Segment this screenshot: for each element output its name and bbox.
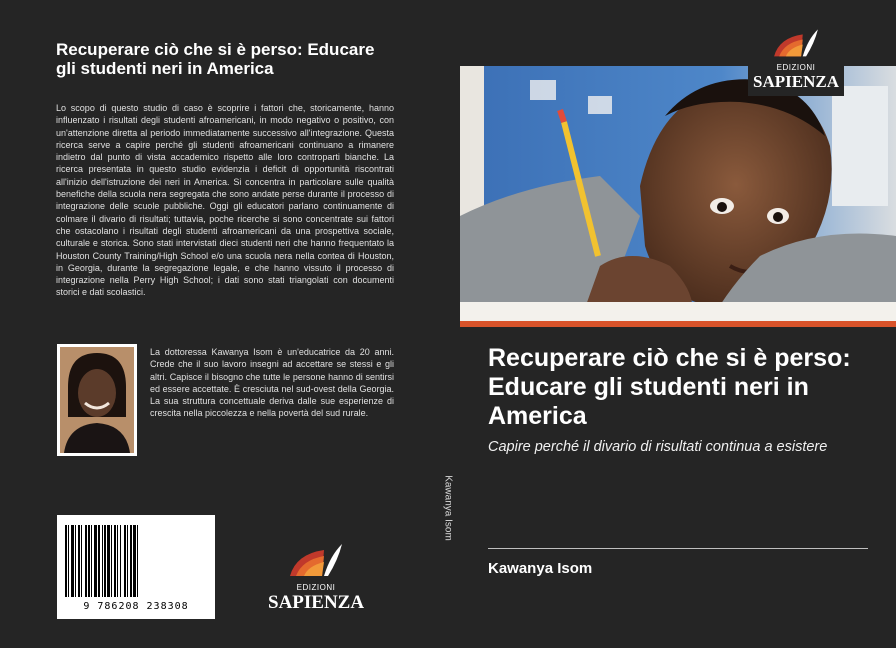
front-cover-subtitle: Capire perché il divario di risultati continua a esistere — [488, 439, 828, 455]
divider — [488, 548, 868, 549]
back-cover-title: Recuperare ciò che si è perso: Educare gli studenti neri in America — [56, 40, 375, 78]
barcode-bars — [65, 525, 207, 597]
author-portrait-image — [60, 347, 134, 453]
fan-feather-icon — [766, 26, 826, 58]
book-spine — [436, 0, 460, 648]
front-cover-title: Recuperare ciò che si è perso: Educare gli studenti neri in America — [488, 344, 851, 430]
cover-photo-illustration — [460, 66, 896, 322]
barcode-number: 9 786208 238308 — [83, 601, 189, 612]
publisher-name: SAPIENZA — [268, 592, 365, 613]
cover-photo — [460, 66, 896, 322]
publisher-logo-front — [748, 24, 844, 96]
spine-author: Kawanya Isom — [442, 475, 454, 541]
author-photo — [57, 344, 137, 456]
author-bio: La dottoressa Kawanya Isom è un'educatrice da 20 anni. Crede che il suo lavoro insegni ad accettare se stessi e gli altri. Capisce il bisogno che tutte le persone hanno di sentirsi ed essere accettate. È cresciuta nel sud-ovest della Georgia. La sua struttura concettuale deriva dalle sue esperienze di crescita nella piccolezza e nella povertà del sud rurale. — [150, 347, 394, 419]
publisher-logo-back — [268, 540, 364, 614]
isbn-barcode — [57, 515, 215, 619]
front-cover-author: Kawanya Isom — [488, 560, 593, 577]
publisher-edizioni-label: EDIZIONI — [776, 63, 816, 72]
accent-stripe — [460, 321, 896, 327]
back-cover-summary: Lo scopo di questo studio di caso è scoprire i fattori che, storicamente, hanno influenzato i risultati degli studenti afroamericani, in modo negativo o positivo, con un'attenzione diretta al periodo immediatamente successivo all'integrazione. Questa ricerca serve a capire perché gli studenti afroamericani continuano a rimanere indietro dal punto di vista accademico rispetto alle loro controparti bianche. La ricerca presentata in questo studio evidenzia i deficit di opportunità riscontrati all'inizio dell'istruzione dei neri in America. Si concentra in particolare sulle qualità benefiche della scuola nera segregata che sono andate perse durante il processo di integrazione delle scuole pubbliche. Oggi gli educatori parlano continuamente di colmare il divario di risultati; tuttavia, poche ricerche si sono concentrate sui fattori che ostacolano i risultati degli studenti afroamericani da una prospettiva sociale, culturale e storica. Sono stati intervistati dieci studenti neri che hanno frequentato la Houston County Training/High School e/o una scuola nera nella contea di Houston, in Georgia, durante la segregazione legale, e che hanno vissuto il processo di integrazione nella Perry High School; i dati sono stati triangolati con documenti storici e dati scolastici. — [56, 103, 394, 298]
publisher-name: SAPIENZA — [753, 72, 839, 91]
fan-feather-icon — [286, 540, 346, 578]
publisher-edizioni-label: EDIZIONI — [296, 583, 336, 592]
